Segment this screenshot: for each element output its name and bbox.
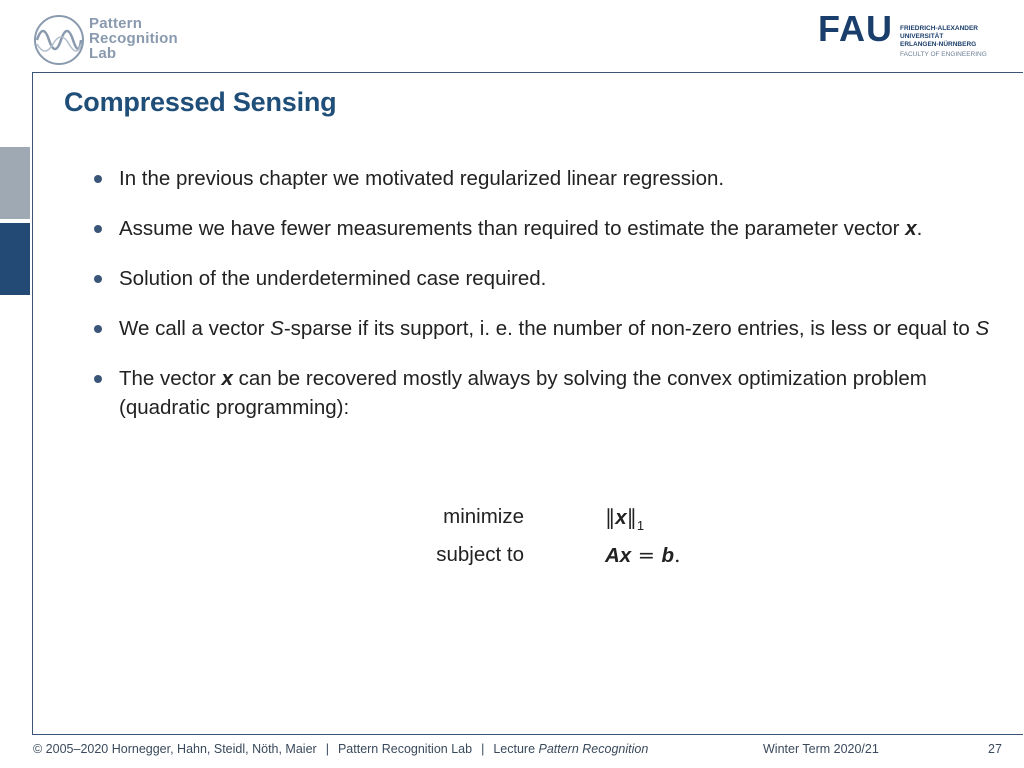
bullet-item bbox=[92, 364, 1012, 422]
fau-line-1: FRIEDRICH-ALEXANDER bbox=[900, 25, 978, 32]
math-lhs: Ax bbox=[605, 544, 632, 567]
fau-mark: FAU bbox=[818, 8, 893, 49]
math-variable: S bbox=[270, 317, 284, 340]
math-period: . bbox=[673, 543, 681, 567]
bullet-text: In the previous chapter we motivated regularized linear regression. bbox=[119, 167, 725, 190]
footer-lecture-name: Pattern Recognition bbox=[538, 742, 649, 756]
bullet-dot-icon bbox=[94, 175, 102, 183]
math-variable: x bbox=[221, 367, 233, 390]
math-rhs: b bbox=[661, 544, 674, 567]
footer-copyright: © 2005–2020 Hornegger, Hahn, Steidl, Nöth, Maier bbox=[33, 742, 317, 756]
prl-logo-text bbox=[89, 16, 178, 61]
constraint-expression bbox=[605, 543, 681, 568]
bullet-item bbox=[92, 214, 1012, 243]
bullet-dot-icon bbox=[94, 325, 102, 333]
bullet-item bbox=[92, 264, 1012, 293]
bullet-text-end: . bbox=[916, 217, 923, 240]
prl-wave-icon bbox=[33, 14, 85, 66]
pattern-recognition-lab-logo bbox=[33, 14, 203, 68]
prl-line-3: Lab bbox=[89, 45, 117, 62]
bullet-item bbox=[92, 314, 1012, 343]
bullet-text: The vector bbox=[119, 367, 222, 390]
norm-bar-right: ‖ bbox=[626, 505, 637, 529]
bullet-text-mid: -sparse if its support, i. e. the number of non-zero entries, is less or equal to bbox=[283, 317, 976, 340]
bullet-dot-icon bbox=[94, 225, 102, 233]
bullet-dot-icon bbox=[94, 375, 102, 383]
math-variable: S bbox=[975, 317, 990, 340]
slide-title: Compressed Sensing bbox=[64, 87, 337, 117]
math-variable: x bbox=[615, 506, 627, 529]
optimization-objective-row bbox=[400, 505, 720, 543]
fau-line-2: UNIVERSITÄT bbox=[900, 33, 944, 40]
footer-lab: Pattern Recognition Lab bbox=[337, 742, 473, 756]
footer-left bbox=[33, 742, 648, 756]
optimization-problem bbox=[400, 505, 720, 581]
bullet-dot-icon bbox=[94, 275, 102, 283]
prl-line-1: Pattern bbox=[89, 15, 143, 32]
footer-separator: | bbox=[481, 742, 485, 756]
bullet-text: Solution of the underdetermined case required. bbox=[119, 267, 547, 290]
footer-term: Winter Term 2020/21 bbox=[763, 742, 879, 756]
fau-line-3: ERLANGEN-NÜRNBERG bbox=[900, 41, 977, 48]
page-number: 27 bbox=[988, 742, 1002, 756]
constraint-label: subject to bbox=[436, 543, 524, 566]
fau-faculty: FACULTY OF ENGINEERING bbox=[900, 51, 987, 58]
fau-logo bbox=[818, 8, 994, 63]
norm-bar-left: ‖ bbox=[605, 505, 616, 529]
bullet-text-end: can be recovered mostly always by solving the convex optimization problem (quadratic programming): bbox=[119, 367, 927, 419]
footer-lecture-prefix: Lecture bbox=[493, 742, 539, 756]
side-tab-blue bbox=[0, 223, 30, 295]
bullet-item bbox=[92, 164, 1012, 193]
side-tab-gray bbox=[0, 147, 30, 219]
norm-subscript: 1 bbox=[636, 518, 645, 533]
math-variable: x bbox=[905, 217, 917, 240]
prl-line-2: Recognition bbox=[89, 30, 178, 47]
math-equals: = bbox=[631, 543, 662, 567]
objective-expression bbox=[605, 505, 645, 533]
bullet-text: Assume we have fewer measurements than required to estimate the parameter vector bbox=[119, 217, 906, 240]
fau-university-name bbox=[900, 25, 978, 49]
bullet-text: We call a vector bbox=[119, 317, 271, 340]
footer-separator: | bbox=[325, 742, 329, 756]
objective-label: minimize bbox=[443, 505, 524, 528]
optimization-constraint-row bbox=[400, 543, 720, 581]
bullet-list bbox=[92, 164, 1012, 443]
